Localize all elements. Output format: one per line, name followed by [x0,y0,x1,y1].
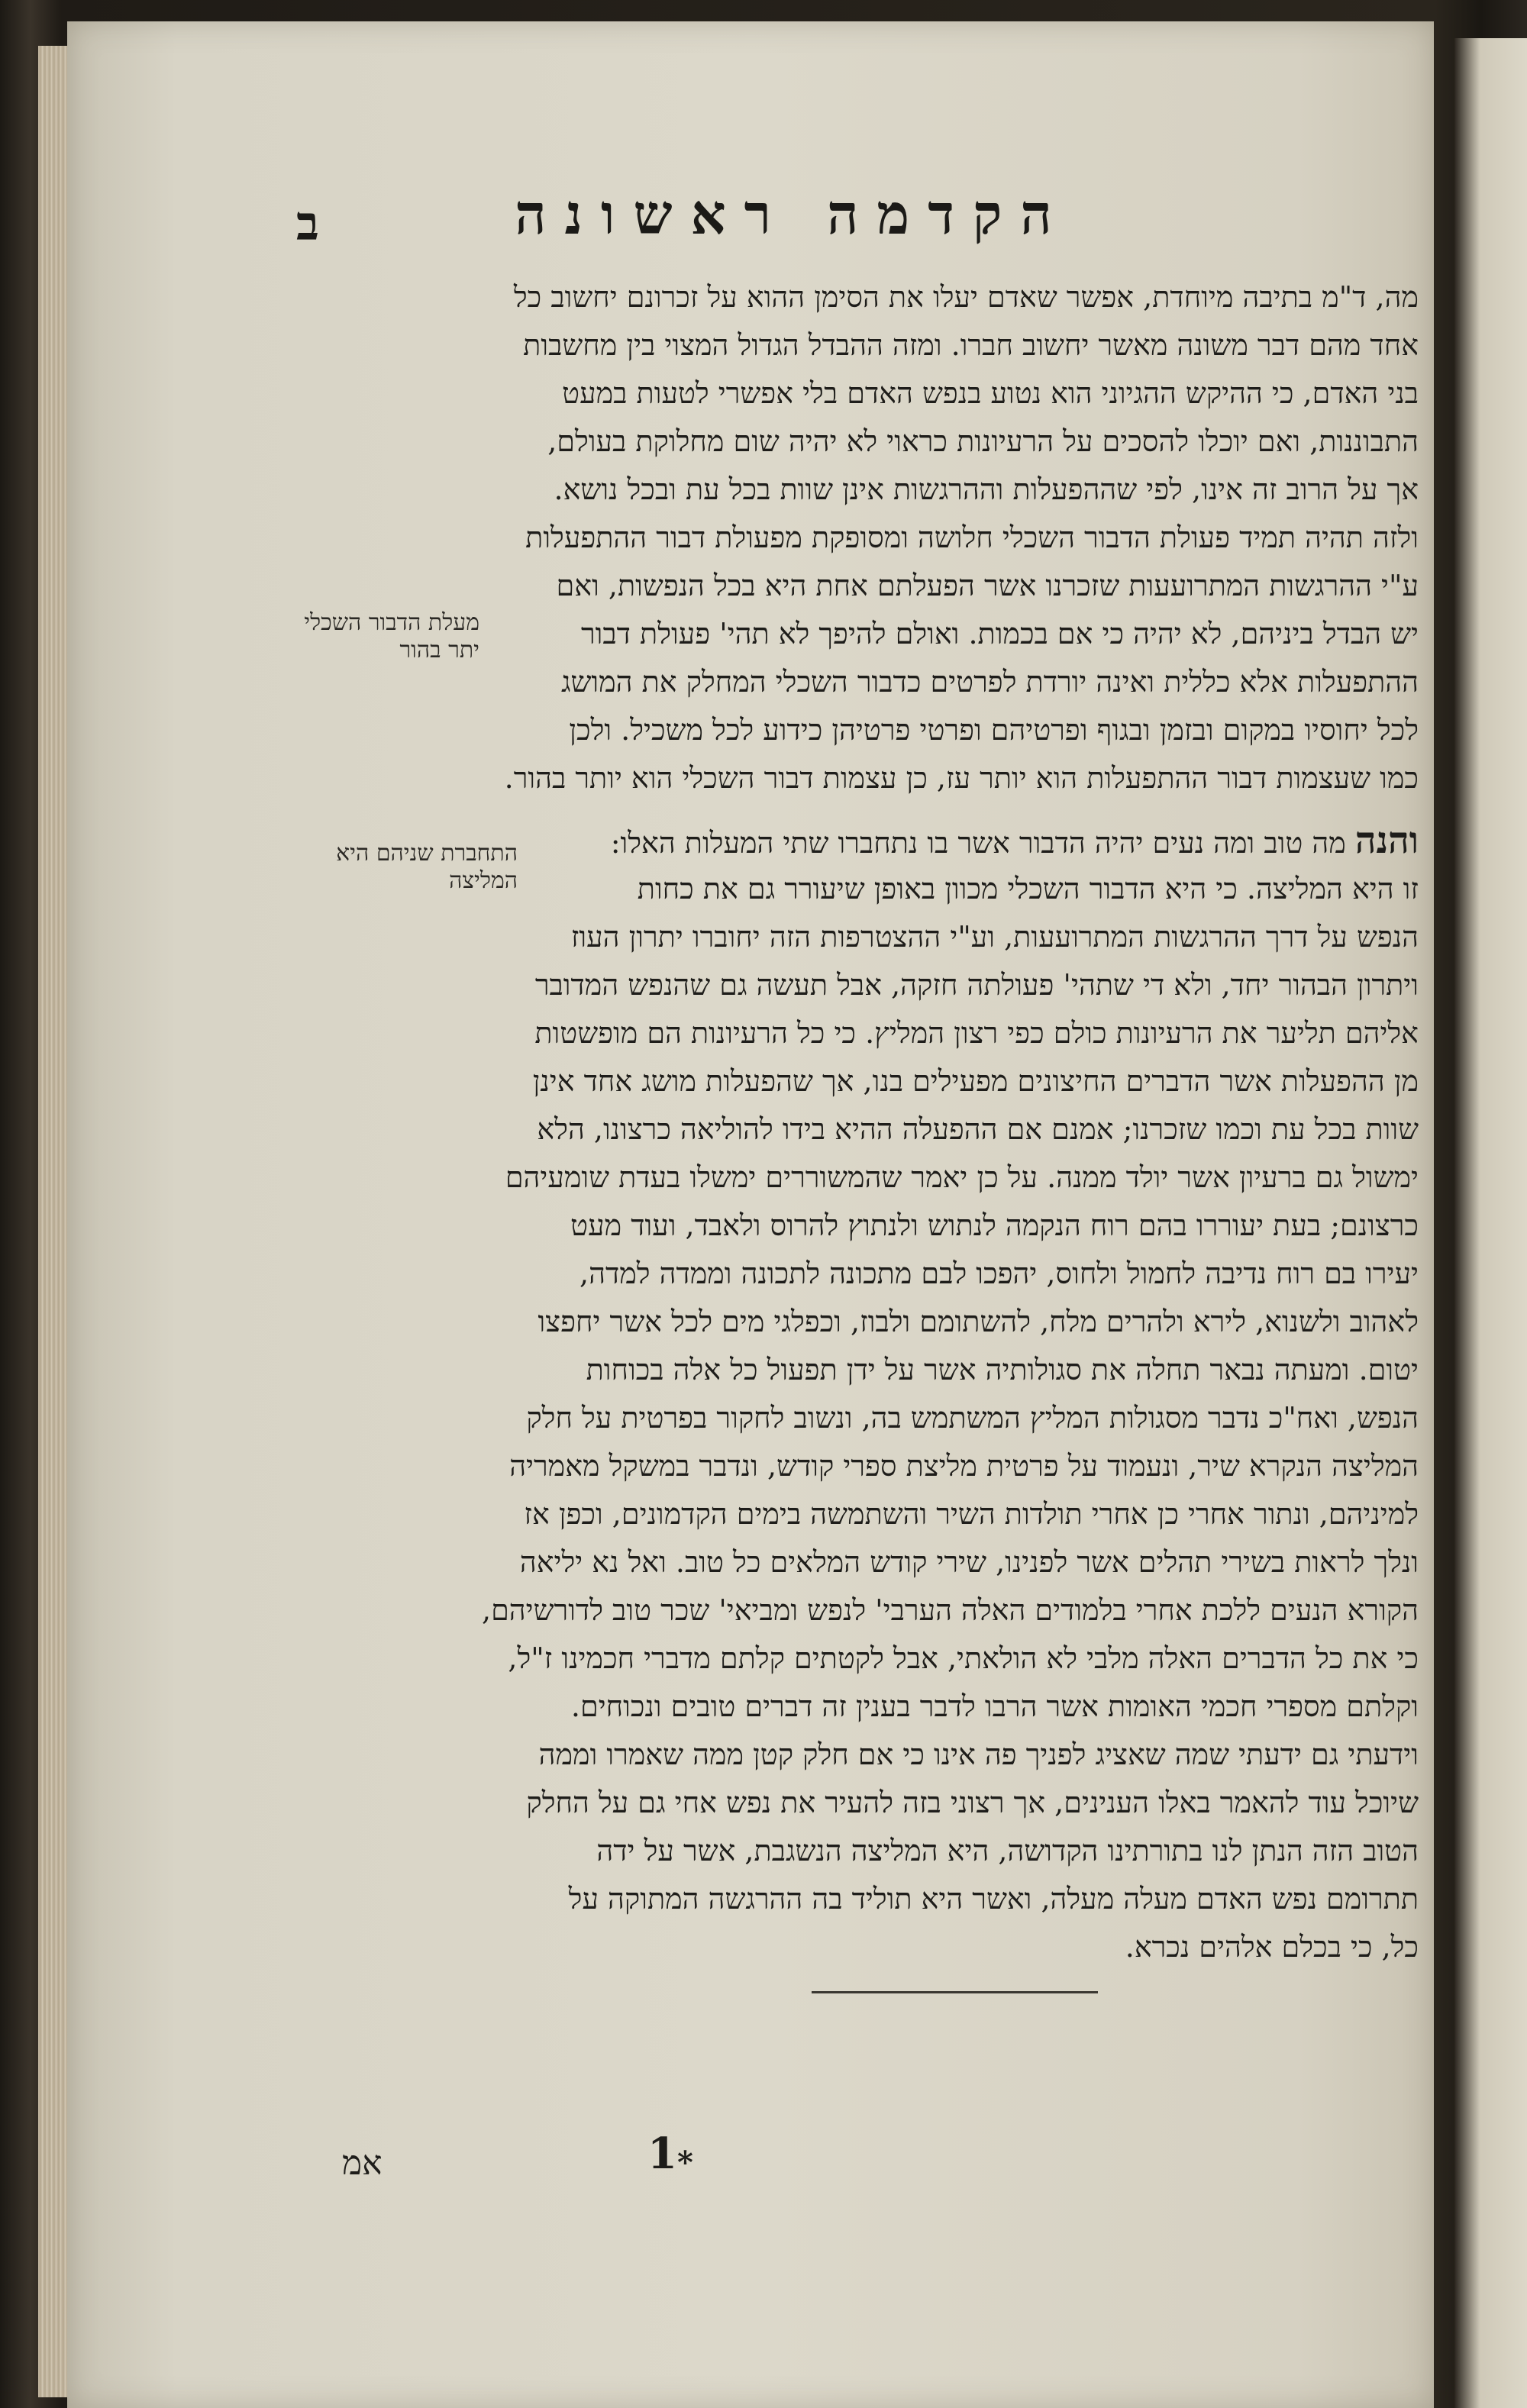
text-line: הטוב הזה הנתן לנו בתורתינו הקדושה, היא המליצה הנשגבת, אשר על ידה [596,1834,1419,1867]
text-line: ההתפעלות אלא כללית ואינה יורדת לפרטים כדבור השכלי המחלק את המושג [560,665,1419,699]
text-line: יעירו בם רוח נדיבה לחמול ולחוס, יהפכו לבם מתכונה לתכונה וממדה למדה, [579,1257,1419,1290]
text-line: שוות בכל עת וכמו שזכרנו; אמנם אם ההפעלה ההיא בידו להוליאה כרצונו, הלא [537,1112,1419,1146]
page [67,21,1434,2408]
text-line: ויתרון הבהור יחד, ולא די שתהי' פעולתה חזקה, אבל תעשה גם שהנפש המדובר [534,968,1419,1002]
text-line: כמו שעצמות דבור ההתפעלות הוא יותר עז, כן עצמות דבור השכלי הוא יותר בהור. [504,761,1419,795]
text-line: ונלך לראות בשירי תהלים אשר לפנינו, שירי קודש המלאים כל טוב. ואל נא יליאה [519,1545,1419,1579]
text-line: וקלתם מספרי חכמי האומות אשר הרבו לדבר בענין זה דברים טובים ונכוחים. [570,1690,1419,1723]
text-line: הקורא הנעים ללכת אחרי בלמודים האלה הערבי' לנפש ומביאי' שכר טוב לדורשיהם, [482,1593,1419,1627]
paragraph-2 [395,817,1419,1971]
text-line: ולזה תהיה תמיד פעולת הדבור השכלי חלושה ומסופקת מפעולת דבור ההתפעלות [525,521,1419,554]
text-line: המליצה הנקרא שיר, ונעמוד על פרטית מליצת ספרי קודש, ונדבר במשקל מאמריה [509,1449,1419,1483]
text-line: אליהם תליער את הרעיונות כולם כפי רצון המליץ. כי כל הרעיונות הם מופשטות [534,1016,1419,1050]
signature-mark-left: אמ [342,2144,383,2183]
text-line: יטום. ומעתה נבאר תחלה את סגולותיה אשר על ידן תפעול כל אלה בכוחות [586,1353,1419,1386]
text-line: יש הבדל ביניהם, לא יהיה כי אם בכמות. ואולם להיפך לא תהי' פעולת דבור [580,617,1419,650]
paragraph-1 [395,273,1419,802]
text-line: התבוננות, ואם יוכלו להסכים על הרעיונות כראוי לא יהיה שום מחלוקת בעולם, [547,424,1419,458]
facing-page-sliver [1454,38,1527,2408]
lead-word: והנה [1354,819,1419,862]
text-line: הנפש על דרך ההרגשות המתרועעות, וע"י ההצטרפות הזה יחוברו יתרון העוז [570,920,1419,954]
section-divider [812,1991,1098,1993]
margin-note-1: מעלת הדבור השכלי יתר בהור [304,609,479,663]
margin-note-2: התחברת שניהם היא המליצה [336,840,518,894]
page-number: ב [296,195,319,251]
text-line: מה, ד"מ בתיבה מיוחדת, אפשר שאדם יעלו את הסימן ההוא על זכרונם יחשוב כל [513,280,1419,314]
text-line: לכל יחוסיו במקום ובזמן ובגוף ופרטיהם ופרטי פרטיהן כידוע לכל משכיל. ולכן [569,713,1419,747]
text-line: אחד מהם דבר משונה מאשר יחשוב חברו. ומזה ההבדל הגדול המצוי בין מחשבות [523,328,1419,362]
text-line: הנפש, ואח"כ נדבר מסגולות המליץ המשתמש בה, ונשוב לחקור בפרטית על חלק [526,1401,1419,1435]
text-line: למיניהם, ונתור אחרי כן אחרי תולדות השיר והשתמשה בימים הקדמונים, וכפן אז [524,1497,1419,1531]
text-line: כל, כי בכלם אלהים נכרא. [1125,1930,1419,1964]
text-line: ע"י ההרגשות המתרועעות שזכרנו אשר הפעלתם אחת היא בכל הנפשות, ואם [556,569,1419,602]
lead-line-text: מה טוב ומה נעים יהיה הדבור אשר בו נתחברו שתי המעלות האלו: [610,826,1346,860]
text-line: כי את כל הדברים האלה מלבי לא הולאתי, אבל לקטתים קלתם מדברי חכמינו ז"ל, [508,1641,1419,1675]
text-line: זו היא המליצה. כי היא הדבור השכלי מכוון באופן שיעורר גם את כחות [637,872,1419,905]
page-title: הקדמה ראשונה [515,182,1070,247]
signature-mark [647,2129,693,2180]
text-line: שיוכל עוד להאמר באלו הענינים, אך רצוני בזה להעיר את נפש אחי גם על החלק [526,1786,1419,1819]
text-line: תתרומם נפש האדם מעלה מעלה, ואשר היא תוליד בה ההרגשה המתוקה על [568,1882,1419,1916]
text-line: בני האדם, כי ההיקש ההגיוני הוא נטוע בנפש האדם בלי אפשרי לטעות במעט [562,376,1419,410]
text-line: מן ההפעלות אשר הדברים החיצונים מפעילים בנו, אך שהפעלות מושג אחד אינן [532,1064,1419,1098]
text-line: וידעתי גם ידעתי שמה שאציג לפניך פה אינו כי אם חלק קטן ממה שאמרו וממה [538,1738,1419,1771]
text-line: ימשול גם ברעיון אשר יולד ממנה. על כן יאמר שהמשוררים ימשלו בעדת שומעיהם [505,1160,1419,1194]
text-line [395,817,1419,865]
text-line: כרצונם; בעת יעוררו בהם רוח הנקמה לנתוש ולנתוץ להרוס ולאבד, ועוד מעט [570,1209,1419,1242]
page-header [67,166,1434,258]
text-line: לאהוב ולשנוא, לירא ולהרים מלח, להשתומם ולבוז, וכפלגי מים לכל אשר יחפצו [538,1305,1419,1338]
text-line: אך על הרוב זה אינו, לפי שההפעלות וההרגשות אינן שוות בכל עת ובכל נושא. [554,473,1419,506]
signature-asterisk: * [676,2145,693,2180]
signature-number: 1 [647,2129,677,2179]
